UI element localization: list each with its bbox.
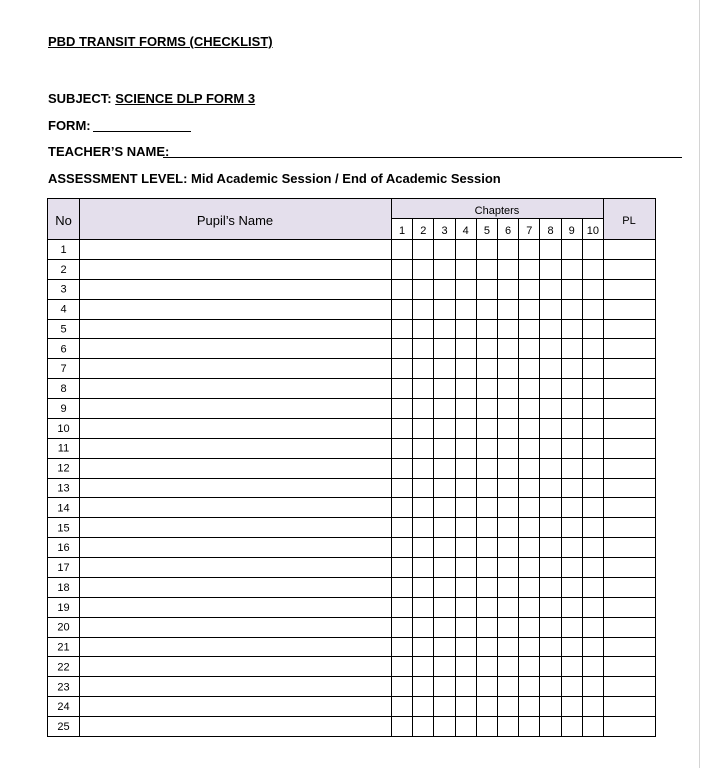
row-number: 16 (57, 542, 70, 555)
form-blank-line (93, 131, 191, 132)
row-number: 22 (57, 661, 70, 674)
row-number: 3 (60, 283, 67, 296)
row-number: 1 (60, 243, 67, 256)
row-number: 7 (60, 363, 67, 376)
assessment-label: ASSESSMENT LEVEL: (48, 171, 188, 186)
chapter-number-9: 9 (568, 225, 575, 237)
row-number: 25 (57, 721, 70, 734)
row-number: 14 (57, 502, 70, 515)
teacher-blank-line (163, 157, 682, 158)
row-number: 18 (57, 581, 70, 594)
row-number: 8 (60, 383, 67, 396)
assessment-value: Mid Academic Session / End of Academic Session (191, 171, 501, 186)
row-number: 4 (60, 303, 67, 316)
row-number: 9 (60, 402, 67, 415)
chapter-number-6: 6 (505, 225, 512, 237)
row-number: 10 (57, 422, 70, 435)
chapter-number-1: 1 (399, 225, 406, 237)
row-number: 12 (57, 462, 70, 475)
row-number: 24 (57, 701, 70, 714)
checklist-table (47, 198, 655, 738)
subject-value: SCIENCE DLP FORM 3 (115, 91, 256, 106)
chapter-number-4: 4 (462, 225, 469, 237)
row-number: 19 (57, 601, 70, 614)
row-number: 11 (57, 442, 70, 455)
chapter-number-10: 10 (586, 225, 600, 237)
row-number: 2 (60, 263, 67, 276)
row-number: 6 (60, 343, 67, 356)
form-label: FORM: (48, 118, 91, 133)
header-pupil-name: Pupil’s Name (196, 213, 274, 228)
chapter-number-8: 8 (547, 225, 554, 237)
subject-row (48, 91, 255, 106)
chapter-number-7: 7 (526, 225, 533, 237)
header-chapters: Chapters (474, 205, 520, 217)
row-number: 23 (57, 681, 70, 694)
checklist-grid (47, 198, 656, 738)
teacher-label: TEACHER’S NAME: (48, 144, 170, 159)
row-number: 21 (57, 641, 70, 654)
row-number: 5 (60, 323, 67, 336)
header-pl: PL (622, 215, 636, 227)
row-number: 20 (57, 621, 70, 634)
row-number: 17 (57, 562, 70, 575)
header-no: No (55, 213, 72, 228)
row-number: 15 (57, 522, 70, 535)
assessment-row (48, 171, 501, 186)
chapter-number-5: 5 (483, 225, 490, 237)
subject-label: SUBJECT: (48, 91, 112, 106)
row-number: 13 (57, 482, 70, 495)
document-title: PBD TRANSIT FORMS (CHECKLIST) (48, 34, 273, 49)
chapter-number-2: 2 (420, 225, 427, 237)
chapter-number-3: 3 (441, 225, 448, 237)
